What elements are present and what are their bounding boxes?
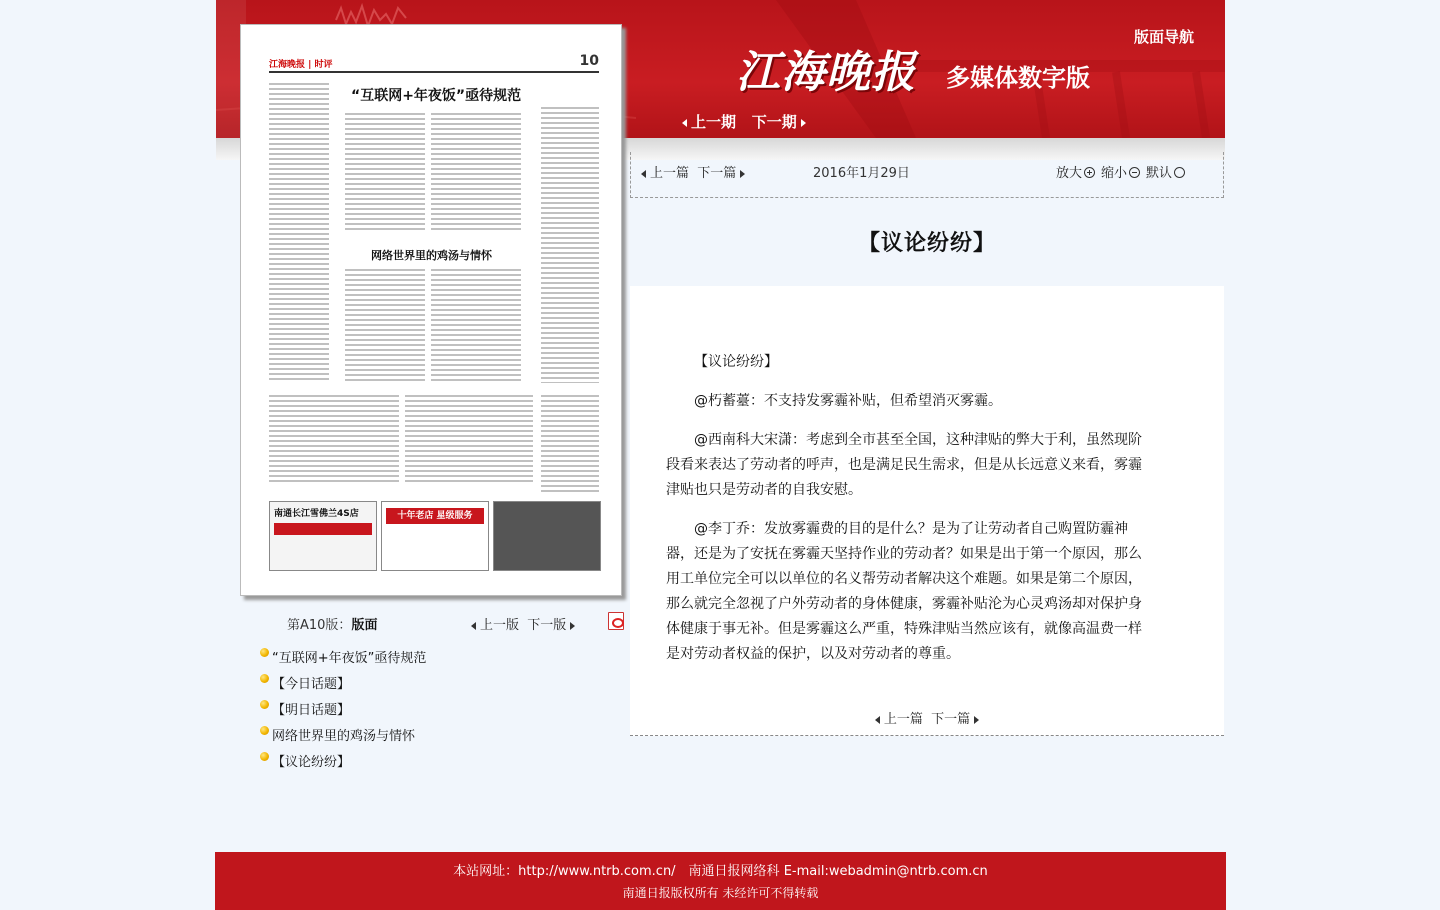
chevron-left-icon [471,622,476,630]
article-list-item[interactable] [260,750,620,776]
layout-nav-link[interactable]: 版面导航 [1134,28,1195,46]
article-link-text: 【今日话题】 [272,677,351,692]
article-nav [641,162,745,181]
next-issue-label: 下一期 [751,113,797,131]
np-text-column [269,83,329,383]
next-article-label: 下一篇 [931,712,971,727]
next-page-label: 下一版 [527,618,567,633]
zoom-in-button[interactable] [1056,166,1101,181]
article-list [260,646,620,776]
prev-article-label: 上一篇 [883,712,923,727]
article-content [630,286,1224,736]
article-list-item[interactable] [260,724,620,750]
bullet-icon [260,674,269,683]
prev-issue-link[interactable] [682,113,736,131]
article-list-item[interactable] [260,698,620,724]
article-link-text: 【议论纷纷】 [272,755,351,770]
page-name: 版面 [351,618,378,633]
issue-date: 2016年1月29日 [813,166,910,181]
next-page-link[interactable] [527,618,575,633]
next-article-link[interactable] [697,166,745,181]
np-ad-box [269,501,377,571]
np-headline[interactable]: “互联网+年夜饭”亟待规范 [351,88,522,104]
zoom-out-label: 缩小 [1100,166,1127,181]
page-label-prefix: 第A10版： [287,618,352,633]
zoom-in-icon [1084,167,1095,178]
page-wrapper [216,0,1225,852]
site-logo: 江海晚报 [736,47,916,98]
chevron-right-icon [570,622,575,630]
chevron-left-icon [875,716,880,724]
np-ad-bar [274,523,372,535]
np-ad-box [381,501,489,571]
article-paragraph: 【议论纷纷】 [694,354,778,370]
np-text-column [431,113,521,233]
article-list-item[interactable] [260,646,620,672]
article-paragraph: @李丁乔：发放雾霾费的目的是什么？是为了让劳动者自己购置防霾神器，还是为了安抚在雾霾天坚持作业的劳动者？如果是出于第一个原因，那么用工单位完全可以以单位的名义帮劳动者解决这个难题。如果是第二个原因，那么就完全忽视了户外劳动者的身体健康，雾霾补贴沦为心灵鸡汤却对保护身体健康于事无补。但是雾霾这么严重，特殊津贴当然应该有，就像高温费一样是对劳动者权益的保护，以及对劳动者的尊重。 [666,521,1142,662]
np-masthead [269,51,599,73]
article-link-text: 网络世界里的鸡汤与情怀 [272,729,416,744]
article-title: 【议论纷纷】 [857,231,996,256]
np-text-column [345,269,425,381]
article-link-text: 【明日话题】 [272,703,351,718]
prev-article-label: 上一篇 [650,166,690,181]
article-toolbar [630,152,1224,198]
np-text-column [541,395,599,495]
bullet-icon [260,648,269,657]
prev-page-label: 上一版 [480,618,520,633]
prev-issue-label: 上一期 [691,113,737,131]
np-headline-2[interactable]: 网络世界里的鸡汤与情怀 [371,249,492,262]
chevron-right-icon [801,119,806,127]
pdf-icon[interactable] [608,612,624,630]
prev-article-link-bottom[interactable] [875,712,923,727]
article-paragraph: @朽蓄薹：不支持发雾霾补贴，但希望消灭雾霾。 [694,393,1002,409]
chevron-left-icon [682,119,687,127]
prev-page-link[interactable] [471,618,519,633]
bullet-icon [260,726,269,735]
zoom-default-icon [1174,167,1185,178]
issue-nav [682,112,822,132]
bullet-icon [260,752,269,761]
np-text-column [405,395,533,485]
page-label [287,614,377,633]
np-ad-text: 南通长江雪佛兰4S店 [274,509,359,519]
article-bottom-nav [630,708,1224,727]
np-ad-text: 十年老店 星级服务 [386,508,484,524]
footer-copyright: 南通日报版权所有 未经许可不得转载 [622,886,819,900]
np-page-number: 10 [579,53,599,69]
chevron-left-icon [641,170,646,178]
zoom-in-label: 放大 [1055,166,1082,181]
article-body [666,350,1146,681]
article-link-text: “互联网+年夜饭”亟待规范 [272,651,427,666]
np-ad-car-photo [493,501,601,571]
np-text-column [345,113,425,233]
zoom-out-button[interactable] [1101,166,1146,181]
np-text-column [431,269,521,381]
chevron-right-icon [974,716,979,724]
next-article-label: 下一篇 [697,166,737,181]
zoom-controls [1056,162,1191,181]
np-text-column [541,107,599,383]
article-list-item[interactable] [260,672,620,698]
newspaper-page-thumbnail[interactable] [240,24,622,596]
site-subtitle: 多媒体数字版 [946,63,1090,92]
footer-contact: 本站网址：http://www.ntrb.com.cn/ 南通日报网络科 E-mail:webadmin@ntrb.com.cn [453,864,988,879]
zoom-default-button[interactable] [1146,166,1191,181]
page-nav [471,614,575,633]
chevron-right-icon [740,170,745,178]
prev-article-link[interactable] [641,166,689,181]
bullet-icon [260,700,269,709]
zoom-default-label: 默认 [1145,166,1172,181]
site-footer [215,852,1226,910]
zoom-out-icon [1129,167,1140,178]
np-logo: 江海晚报 | 时评 [269,60,333,70]
next-article-link-bottom[interactable] [931,712,979,727]
article-paragraph: @西南科大宋潇：考虑到全市甚至全国，这种津贴的弊大于利，虽然现阶段看来表达了劳动者的呼声，也是满足民生需求，但是从长远意义来看，雾霾津贴也只是劳动者的自我安慰。 [666,432,1142,498]
next-issue-link[interactable] [752,113,806,131]
np-text-column [269,395,399,485]
